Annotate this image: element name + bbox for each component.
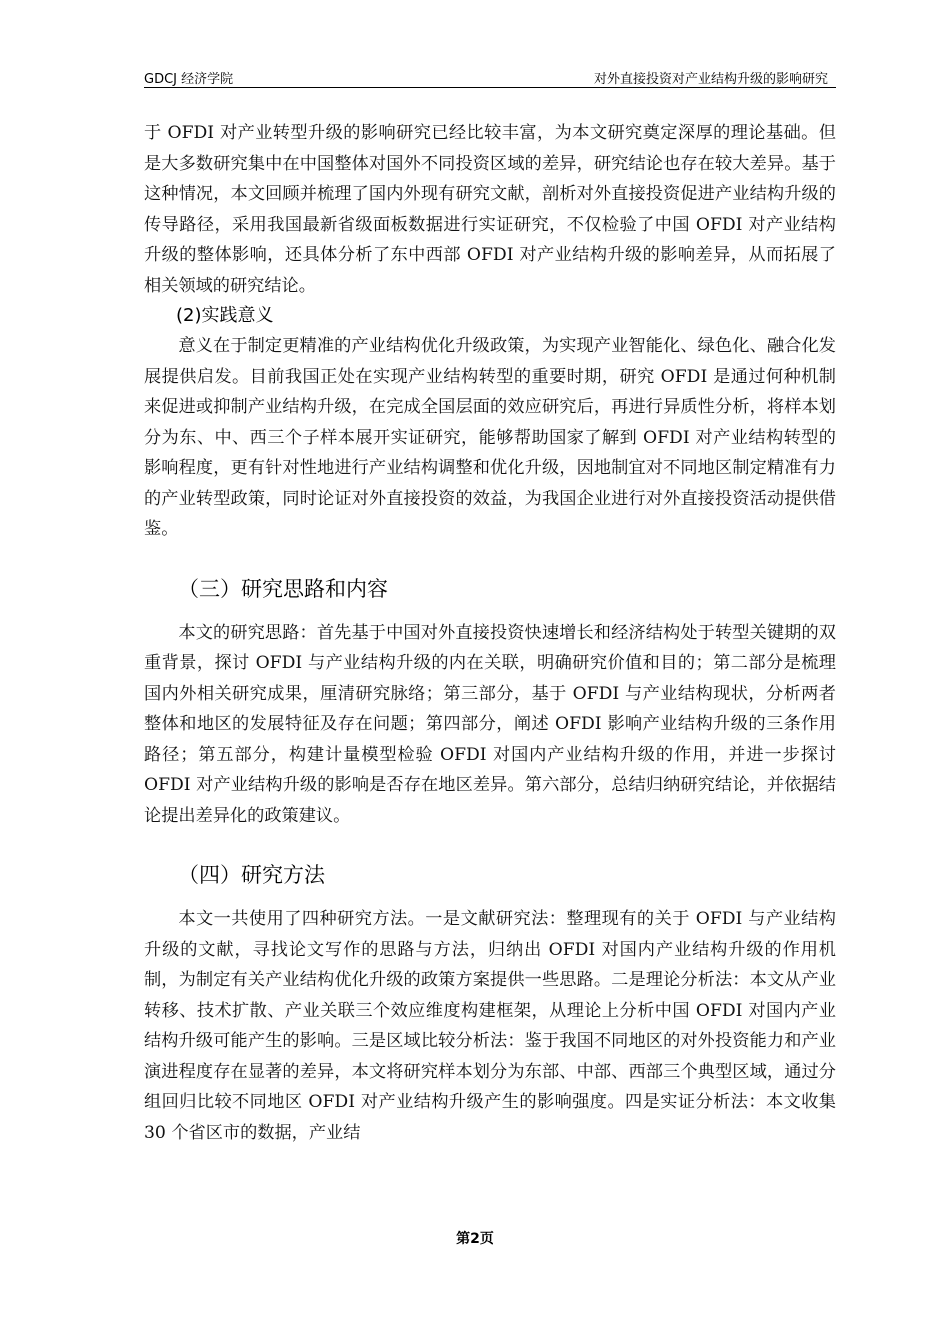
section-heading-research-ideas: （三）研究思路和内容 <box>178 576 388 601</box>
body-content <box>144 118 836 1148</box>
header-school: GDCJ 经济学院 <box>144 72 234 87</box>
page-header <box>144 62 836 88</box>
page-number: 第2页 <box>456 1231 494 1247</box>
paragraph-research-ideas: 本文的研究思路：首先基于中国对外直接投资快速增长和经济结构处于转型关键期的双重背景，探讨 OFDI 与产业结构升级的内在关联，明确研究价值和目的；第二部分是梳理国内外相关研究成果，厘清研究脉络；第三部分，基于 OFDI 与产业结构现状，分析两者整体和地区的发展特征及存在问题；第四部分，阐述 OFDI 影响产业结构升级的三条作用路径；第五部分，构建计量模型检验 OFDI 对国内产业结构升级的作用，并进一步探讨 OFDI 对产业结构升级的影响是否存在地区差异。第六部分，总结归纳研究结论，并依据结论提出差异化的政策建议。 <box>144 622 836 826</box>
subheading-practical-significance: (2)实践意义 <box>176 305 274 326</box>
section-heading-research-methods: （四）研究方法 <box>178 863 325 887</box>
header-title: 对外直接投资对产业结构升级的影响研究 <box>593 72 828 87</box>
paragraph-theory-significance: 于 OFDI 对产业转型升级的影响研究已经比较丰富，为本文研究奠定深厚的理论基础。但是大多数研究集中在中国整体对国外不同投资区域的差异，研究结论也存在较大差异。基于这种情况，本文回顾并梳理了国内外现有研究文献，剖析对外直接投资促进产业结构升级的传导路径，采用我国最新省级面板数据进行实证研究，不仅检验了中国 OFDI 对产业结构升级的整体影响，还具体分析了东中西部 OFDI 对产业结构升级的影响差异，从而拓展了相关领域的研究结论。 <box>144 123 836 296</box>
paragraph-research-methods: 本文一共使用了四种研究方法。一是文献研究法：整理现有的关于 OFDI 与产业结构升级的文献，寻找论文写作的思路与方法，归纳出 OFDI 对国内产业结构升级的作用机制，为制定有关产业结构优化升级的政策方案提供一些思路。二是理论分析法：本文从产业转移、技术扩散、产业关联三个效应维度构建框架，从理论上分析中国 OFDI 对国内产业结构升级可能产生的影响。三是区域比较分析法：鉴于我国不同地区的对外投资能力和产业演进程度存在显著的差异，本文将研究样本划分为东部、中部、西部三个典型区域，通过分组回归比较不同地区 OFDI 对产业结构升级产生的影响强度。四是实证分析法：本文收集 30 个省区市的数据，产业结 <box>144 909 836 1143</box>
paragraph-practical-significance: 意义在于制定更精准的产业结构优化升级政策，为实现产业智能化、绿色化、融合化发展提供启发。目前我国正处在实现产业结构转型的重要时期，研究 OFDI 是通过何种机制来促进或抑制产业结构升级，在完成全国层面的效应研究后，再进行异质性分析，将样本划分为东、中、西三个子样本展开实证研究，能够帮助国家了解到 OFDI 对产业结构转型的影响程度，更有针对性地进行产业结构调整和优化升级，因地制宜对不同地区制定精准有力的产业转型政策，同时论证对外直接投资的效益，为我国企业进行对外直接投资活动提供借鉴。 <box>144 336 836 539</box>
header-rule <box>144 87 836 89</box>
